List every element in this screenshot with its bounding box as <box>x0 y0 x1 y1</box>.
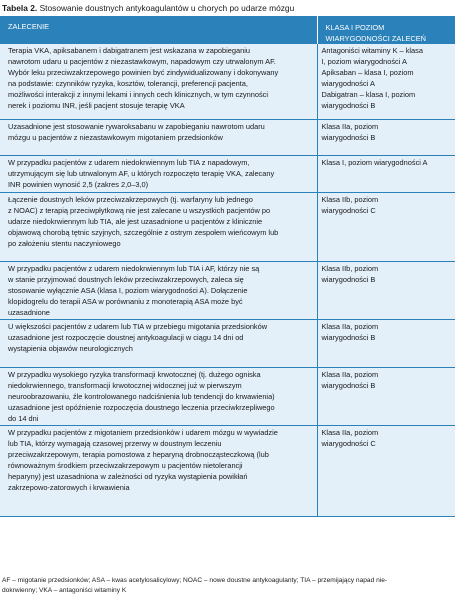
recommendation-line: nawrotom udaru u pacjentów z niezastawkowym, napadowym czy utrwalonym AF. <box>8 57 276 66</box>
recommendation-line: zakrzepowo-zatorowych i krwawienia <box>8 482 130 492</box>
recommendation-line: w stanie przyjmować doustnych leków przeciwzakrzepowych, zaleca się <box>8 274 244 284</box>
table-row <box>0 261 455 319</box>
table-row <box>0 367 455 425</box>
recommendation-cell <box>0 319 317 367</box>
recommendation-cell <box>0 367 317 425</box>
class-level-line: I, poziom wiarygodności A <box>321 57 407 66</box>
recommendation-line: Wybór leku przeciwzakrzepowego powinien być zindywidualizowany i dokonywany <box>8 68 279 77</box>
recommendation-cell <box>0 119 317 155</box>
recommendation-line: neuroobrazowaniu, źle kontrolowanego nadciśnienia lub tendencji do krwawienia) <box>8 391 275 401</box>
recommendation-line: stosowanie wyłącznie ASA (klasa I, poziom wiarygodności A). Dołączenie <box>8 285 248 295</box>
table-header-row <box>0 16 455 44</box>
recommendation-line: klopidogrelu do terapii ASA w porównaniu z monoterapią ASA może być <box>8 296 243 306</box>
table-row <box>0 425 455 516</box>
recommendation-line: z NOAC) z terapią przeciwpłytkową nie jest zalecane u wszystkich pacjentów po <box>8 205 271 215</box>
class-level-line: wiarygodności A <box>321 79 375 88</box>
class-level-line: Klasa IIa, poziom <box>321 427 379 437</box>
header-class-level <box>317 16 455 44</box>
class-level-cell <box>317 192 455 261</box>
recommendation-line: przeciwzakrzepowym, terapia pomostowa z heparyną drobnocząsteczkową (lub <box>8 449 269 459</box>
recommendation-line: mózgu u pacjentów z niezastawkowym migotaniem przedsionków <box>8 132 223 142</box>
recommendation-line: udarze niedokrwiennym lub TIA, ale jest uzasadnione u pacjentów z klinicznie <box>8 216 263 226</box>
recommendation-line: na podstawie: czynników ryzyka, kosztów, tolerancji, preferencji pacjenta, <box>8 79 248 88</box>
table-row <box>0 119 455 155</box>
class-level-cell <box>317 155 455 192</box>
recommendation-line: uzasadnione jest rozpoczęcie doustnej antykoagulacji w ciągu 14 dni od <box>8 332 244 342</box>
footnote-line: dokrwienny; VKA – antagoniści witaminy K <box>2 587 127 594</box>
recommendation-line: Terapia VKA, apiksabanem i dabigatranem jest wskazana w zapobieganiu <box>8 46 250 55</box>
class-level-line: Klasa IIa, poziom <box>321 121 379 131</box>
recommendation-cell <box>0 192 317 261</box>
recommendation-line: W przypadku pacjentów z migotaniem przedsionków i udarem mózgu w wywiadzie <box>8 427 278 437</box>
table-body <box>0 44 455 516</box>
class-level-line: Apiksaban – klasa I, poziom <box>321 68 414 77</box>
class-level-line: wiarygodności B <box>321 101 376 110</box>
table-caption-label: Tabela 2. <box>2 3 38 13</box>
class-level-line: Klasa I, poziom wiarygodności A <box>321 157 428 167</box>
recommendation-line: utrzymującym się lub utrwalonym AF, u których rozpoczęto terapię VKA, zalecany <box>8 168 275 178</box>
class-level-cell <box>317 319 455 367</box>
class-level-cell <box>317 119 455 155</box>
recommendation-line: heparyny) jest uzasadniona w zależności od ryzyka wystąpienia powikłań <box>8 471 248 481</box>
recommendation-line: nerek i poziomu INR, jeśli pacjent stosuje terapię VKA <box>8 101 185 110</box>
header-recommendation: ZALECENIE <box>0 16 317 44</box>
class-level-line: Dabigatran – klasa I, poziom <box>321 90 416 99</box>
footnote-line: AF – migotanie przedsionków; ASA – kwas acetylosalicylowy; NOAC – nowe doustne antykoagulanty; TIA – przemijający napad nie- <box>2 577 388 584</box>
class-level-cell <box>317 367 455 425</box>
recommendation-line: Uzasadnione jest stosowanie rywaroksabanu w zapobieganiu nawrotom udaru <box>8 121 265 131</box>
class-level-line: wiarygodności C <box>321 438 376 448</box>
table-row <box>0 319 455 367</box>
class-level-line: wiarygodności B <box>321 380 376 390</box>
recommendation-cell <box>0 425 317 516</box>
header-class-line: KLASA I POZIOM <box>325 23 385 32</box>
recommendation-line: lub TIA, którzy wymagają czasowej przerwy w doustnym leczeniu <box>8 438 222 448</box>
class-level-cell <box>317 44 455 119</box>
recommendation-line: W przypadku wysokiego ryzyka transformacji krwotocznej (tj. dużego ogniska <box>8 369 261 379</box>
recommendation-line: po założeniu stentu naczyniowego <box>8 238 121 248</box>
recommendation-line: INR powinien wynosić 2,5 (zakres 2,0–3,0) <box>8 179 149 189</box>
recommendation-line: niedokrwiennego, transformacji krwotocznej widocznej już w pierwszym <box>8 380 242 390</box>
class-level-line: wiarygodności B <box>321 332 376 342</box>
recommendation-line: W przypadku pacjentów z udarem niedokrwiennym lub TIA z napadowym, <box>8 157 250 167</box>
table-row <box>0 155 455 192</box>
recommendation-line: do 14 dni <box>8 413 39 423</box>
class-level-line: Antagoniści witaminy K – klasa <box>321 46 423 55</box>
class-level-line: Klasa IIa, poziom <box>321 369 379 379</box>
recommendation-line: równoważnym środkiem przeciwzakrzepowym u pacjentów nietolerancji <box>8 460 243 470</box>
class-level-line: Klasa IIb, poziom <box>321 194 379 204</box>
table-footnote <box>0 576 455 596</box>
recommendation-line: uzasadnione <box>8 307 50 317</box>
recommendation-line: możliwości interakcji z innymi lekami i innych cech klinicznych, w tym czynności <box>8 90 268 99</box>
class-level-line: wiarygodności B <box>321 274 376 284</box>
table-row <box>0 192 455 261</box>
recommendation-line: uzasadnione jest opóźnienie rozpoczęcia doustnego leczenia przeciwkrzepliwego <box>8 402 275 412</box>
class-level-line: wiarygodności B <box>321 132 376 142</box>
recommendations-table <box>0 16 455 517</box>
recommendation-line: Łączenie doustnych leków przeciwzakrzepowych (tj. warfaryny lub jednego <box>8 194 253 204</box>
recommendation-cell <box>0 261 317 319</box>
recommendation-line: U większości pacjentów z udarem lub TIA w przebiegu migotania przedsionków <box>8 321 268 331</box>
recommendation-line: wystąpienia objawów neurologicznych <box>8 343 133 353</box>
class-level-line: Klasa IIa, poziom <box>321 321 379 331</box>
class-level-line: wiarygodności C <box>321 205 376 215</box>
class-level-cell <box>317 261 455 319</box>
class-level-line: Klasa IIb, poziom <box>321 263 379 273</box>
class-level-cell <box>317 425 455 516</box>
recommendation-line: objawową chorobą tętnic szyjnych, szczególnie z ostrym zespołem wieńcowym lub <box>8 227 279 237</box>
table-caption <box>0 0 455 16</box>
table-caption-text: Stosowanie doustnych antykoagulantów u chorych po udarze mózgu <box>39 3 295 13</box>
table-row <box>0 44 455 119</box>
recommendation-line: W przypadku pacjentów z udarem niedokrwiennym lub TIA i AF, którzy nie są <box>8 263 260 273</box>
recommendation-cell <box>0 155 317 192</box>
header-class-line: WIARYGODNOŚCI ZALECEŃ <box>325 34 426 43</box>
recommendation-cell <box>0 44 317 119</box>
